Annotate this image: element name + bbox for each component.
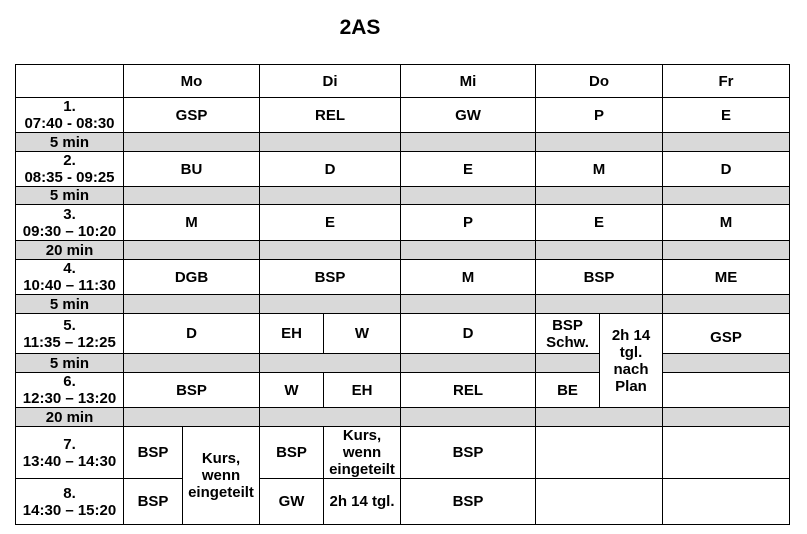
- lesson-cell: BSP Schw.: [536, 314, 600, 354]
- day-header-mi: Mi: [401, 65, 536, 98]
- period-label-5: 5. 11:35 – 12:25: [16, 314, 124, 354]
- period-label-6: 6. 12:30 – 13:20: [16, 373, 124, 408]
- lesson-cell: ME: [663, 260, 790, 295]
- lesson-cell: D: [124, 314, 260, 354]
- period-row-7: [16, 427, 790, 479]
- period-label-8: 8. 14:30 – 15:20: [16, 479, 124, 525]
- break-cell: [124, 241, 260, 260]
- lesson-cell-note: 2h 14 tgl.: [324, 479, 401, 525]
- day-header-do: Do: [536, 65, 663, 98]
- lesson-cell: BSP: [260, 427, 324, 479]
- lesson-cell: BSP: [124, 373, 260, 408]
- lesson-cell: [663, 479, 790, 525]
- lesson-cell: [663, 373, 790, 408]
- day-header-fr: Fr: [663, 65, 790, 98]
- lesson-cell: BSP: [124, 427, 183, 479]
- break-cell: [663, 295, 790, 314]
- period-label-4: 4. 10:40 – 11:30: [16, 260, 124, 295]
- break-cell: [536, 354, 600, 373]
- day-header-di: Di: [260, 65, 401, 98]
- period-label-1: 1. 07:40 - 08:30: [16, 98, 124, 133]
- break-cell: [401, 354, 536, 373]
- lesson-cell: [536, 427, 663, 479]
- lesson-cell: D: [401, 314, 536, 354]
- lesson-cell: GSP: [663, 314, 790, 354]
- lesson-cell: GSP: [124, 98, 260, 133]
- period-row-5: [16, 314, 790, 354]
- break-cell: [536, 187, 663, 205]
- break-cell: [260, 408, 401, 427]
- lesson-cell: D: [663, 152, 790, 187]
- lesson-cell: P: [401, 205, 536, 241]
- break-cell: [536, 408, 663, 427]
- break-cell: [401, 187, 536, 205]
- break-label: 5 min: [16, 187, 124, 205]
- lesson-cell: REL: [401, 373, 536, 408]
- break-cell: [260, 295, 401, 314]
- break-cell: [124, 187, 260, 205]
- period-label-7: 7. 13:40 – 14:30: [16, 427, 124, 479]
- break-cell: [663, 187, 790, 205]
- break-cell: [401, 295, 536, 314]
- period-row-3: [16, 205, 790, 241]
- lesson-cell: BU: [124, 152, 260, 187]
- lesson-cell: BE: [536, 373, 600, 408]
- lesson-cell: EH: [260, 314, 324, 354]
- lesson-cell: REL: [260, 98, 401, 133]
- lesson-cell: D: [260, 152, 401, 187]
- lesson-cell: GW: [260, 479, 324, 525]
- lesson-cell: E: [663, 98, 790, 133]
- lesson-cell: EH: [324, 373, 401, 408]
- break-row-5: [16, 354, 790, 373]
- period-row-8: [16, 479, 790, 525]
- timetable: [15, 64, 790, 525]
- lesson-cell: W: [324, 314, 401, 354]
- break-label: 20 min: [16, 408, 124, 427]
- break-cell: [536, 295, 663, 314]
- break-row-1: [16, 133, 790, 152]
- lesson-cell: BSP: [260, 260, 401, 295]
- lesson-cell-note: Kurs, wenn eingeteilt: [183, 427, 260, 525]
- lesson-cell: M: [401, 260, 536, 295]
- break-cell: [260, 354, 401, 373]
- lesson-cell: BSP: [401, 427, 536, 479]
- break-cell: [536, 241, 663, 260]
- break-cell: [401, 133, 536, 152]
- lesson-cell: E: [401, 152, 536, 187]
- break-cell: [663, 241, 790, 260]
- break-cell: [401, 408, 536, 427]
- break-label: 20 min: [16, 241, 124, 260]
- lesson-cell: E: [536, 205, 663, 241]
- break-row-2: [16, 187, 790, 205]
- period-row-1: [16, 98, 790, 133]
- break-cell: [260, 187, 401, 205]
- period-row-2: [16, 152, 790, 187]
- lesson-cell: M: [124, 205, 260, 241]
- period-label-3: 3. 09:30 – 10:20: [16, 205, 124, 241]
- lesson-cell: [663, 427, 790, 479]
- break-label: 5 min: [16, 295, 124, 314]
- break-cell: [124, 408, 260, 427]
- lesson-cell-note: Kurs, wenn eingeteilt: [324, 427, 401, 479]
- break-cell: [663, 408, 790, 427]
- lesson-cell: E: [260, 205, 401, 241]
- lesson-cell: M: [536, 152, 663, 187]
- break-label: 5 min: [16, 354, 124, 373]
- page-title: 2AS: [339, 16, 381, 39]
- break-row-4: [16, 295, 790, 314]
- break-cell: [260, 133, 401, 152]
- lesson-cell: [536, 479, 663, 525]
- period-row-4: [16, 260, 790, 295]
- break-cell: [663, 354, 790, 373]
- lesson-cell: M: [663, 205, 790, 241]
- lesson-cell: W: [260, 373, 324, 408]
- break-cell: [536, 133, 663, 152]
- lesson-cell: BSP: [536, 260, 663, 295]
- lesson-cell: BSP: [124, 479, 183, 525]
- break-cell: [260, 241, 401, 260]
- header-row: [16, 65, 790, 98]
- day-header-mo: Mo: [124, 65, 260, 98]
- lesson-cell: GW: [401, 98, 536, 133]
- break-label: 5 min: [16, 133, 124, 152]
- break-cell: [124, 295, 260, 314]
- period-label-2: 2. 08:35 - 09:25: [16, 152, 124, 187]
- lesson-cell: BSP: [401, 479, 536, 525]
- break-cell: [124, 354, 260, 373]
- corner-cell: [16, 65, 124, 98]
- break-cell: [401, 241, 536, 260]
- period-row-6: [16, 373, 790, 408]
- lesson-cell: DGB: [124, 260, 260, 295]
- break-cell: [124, 133, 260, 152]
- lesson-cell-note: 2h 14 tgl. nach Plan: [600, 314, 663, 408]
- break-cell: [663, 133, 790, 152]
- break-row-3: [16, 241, 790, 260]
- break-row-6: [16, 408, 790, 427]
- lesson-cell: P: [536, 98, 663, 133]
